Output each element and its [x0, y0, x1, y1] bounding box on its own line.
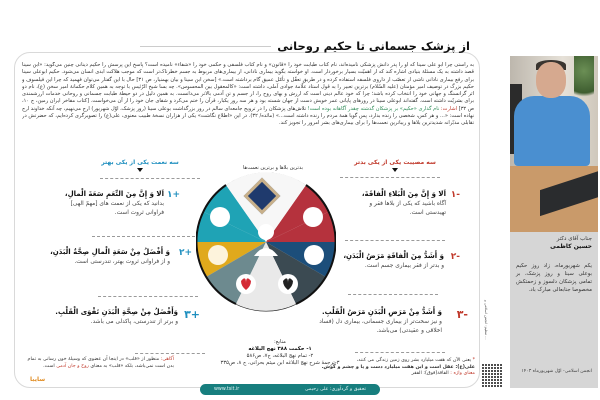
item-number: -۳: [456, 308, 468, 321]
brand-logo: سایبا: [30, 376, 46, 383]
title-row: [140, 38, 470, 54]
article-body: [22, 62, 474, 150]
doctor-photo: [510, 56, 598, 232]
congrats-message: یکم شهریورماه، زاد روز حکیم بوعلی سینا و روز پزشک، بر تمامی پزشکان دلسوز و زحمتکش مخصوصا جنابعالی مبارک باد.: [516, 263, 592, 293]
dashed-guide: [345, 240, 445, 241]
hadith-translation: بدانید که یکی از نعمت های [مهمّ الهی] فراوانی ثروت است.: [70, 201, 164, 216]
footnote-star: *: [472, 358, 475, 363]
article-more: چه بسا شیخ الرّئیس با توجه به همین کلام حکمانهٔ امیر سخن (ع)، نام دو اثر گرانسنگ و جهانی خود را انتخاب کرده باشد؛ چرا که خود عالم دینی است که ارزش و بهای روح را، از جسم و تن آدمی بالاتر می‌دانست. به همین دلیل در دو حیطهٔ طبابت جسمانی و روحانی خدمات ارزشمندی برای بشریّت داشته است. گفته‌اند ابوعلی سینا در روزهای پایانی عمر خویش دست از جهان شسته بود و هر سه روز یکبار، قرآن را ختم می‌کرد و شفای جان خود را از آن می‌خواست.: [22, 83, 474, 105]
article-mid: حال با این گفتار می‌توان فهمید که چرا این فیلسوف و حکیم بزرگ در توصیف امیر مؤمنان (علیه السّلام) برترین تعبیر را به قول استاد علّامهٔ جوادی آملی، داشته است: «کالمعقول بین المحسوس».: [22, 76, 474, 90]
dashed-guide: [92, 236, 200, 237]
article-ref: [کتاب مفاخر ایران زمین، ج ۱۰، ص ۳۲]: [22, 98, 474, 112]
source-item: ۲- تمام نهج البلاغه، ج۷، ص۵۸۶: [246, 353, 314, 359]
dashed-guide: [340, 177, 440, 178]
dashed-guide: [135, 353, 205, 354]
item-number: -۱: [450, 190, 460, 200]
doctor-name: حسین کاظمی: [550, 243, 592, 250]
doctor-icon: [258, 224, 274, 240]
footer-credit: تحقیق و گردآوری: علی رحیمی: [304, 387, 366, 392]
article-note-label: اشارت:: [440, 105, 458, 112]
dashed-guide: [348, 294, 438, 295]
calamities-heading-text: سه مصیبت یکی از یکی بدتر: [354, 159, 436, 166]
people-icon: [208, 245, 228, 265]
hadith-translation: و از فراوانی ثروت بهتر، تندرستی است.: [74, 259, 170, 265]
note-end: است.: [43, 363, 55, 369]
page-title: از پزشک جسمانی تا حکیم روحانی: [277, 39, 470, 53]
signature: انجمن اسلامی- اوّل شهریورماه ۱۴۰۳: [521, 369, 592, 374]
meaning-text: الفاقة(فوق): الفقر: [411, 371, 449, 377]
footer-credit-bar: [200, 384, 380, 395]
footer-website[interactable]: www.tsit.ir: [214, 387, 240, 392]
hadith-translation: و برتر از تندرستی، پاکدلی می باشد.: [90, 319, 178, 325]
arrow-down-icon: [137, 168, 143, 172]
article-intro: به راستی چرا ابو علی سینا که او را پدر دانش پزشکی نامیده‌اند، نام کتاب طبابت خود را «قانون» و نام کتاب فلسفی و حکمی خود را «شفاء» نامیده است؟ پاسخ این پرسش را حکیم دینانی چنین می‌گوید: «ابن سینا قصد داشته به یک مسئلهٔ بنیادی اشاره کند که از اهمیّت بسیار برخوردار است. او خواسته بگوید بیماری نادانی، از بیماری‌های مربوط به جسم خطرناک‌تر است که موجب هلاکت ابدی انسان می‌شود. حکیم ابوعلی سینا برای رفع بیماری نادانی ناشی از تعصّب از داروی فلسفه استفاده کرده و در طریق تعقّل و تأمّل عمیق گام برداشته است.» [سخن ابن سینا و بیان بهمنیار، ص ۳۱]: [22, 62, 474, 83]
hadith-arabic: وَ أَفْضَلُ مِنْ سَعَةِ الْمالِ صِحَّةُ الْبَدَنِ،: [50, 248, 170, 256]
calamity-item-1: [350, 190, 460, 218]
item-number: +۳: [184, 308, 200, 321]
salutation: جناب آقای دکتر: [556, 236, 592, 242]
item-number: -۲: [450, 252, 460, 262]
blessings-heading-text: سه نعمت یکی از یکی بهتر: [101, 159, 179, 166]
hadith-translation: و بدتر از فقر بیماری جسم است.: [364, 263, 444, 269]
blessing-item-3: [55, 308, 200, 327]
poverty-icon: [303, 207, 323, 227]
dashed-guide: [98, 296, 198, 297]
hadith-arabic: اَلا وَ إِنَّ مِنَ النِّعَمِ سَعَةَ الْمالِ،: [64, 190, 164, 198]
footnote-line: علی(ع): عقل است و این هفت میلیارد دست و پا و چشم و گوش.: [321, 364, 475, 370]
source-item: ۱- حکمت ۳۸۸ نهج البلاغه: [248, 346, 312, 352]
sources-label: منابع:: [274, 339, 286, 345]
footnote-line: یعنی الآن که هفت میلیارد بشر روی زمین زندگی می کنند،: [356, 358, 472, 363]
dashed-guide: [355, 352, 445, 353]
hadith-arabic: وَ أَشَدُّ مِنْ مَرَضِ الْبَدَنِ مَرَضُ الْقَلْبِ.: [321, 308, 442, 316]
vertical-caption: تنظیم: انجمن اسلامی و ...: [484, 300, 488, 340]
article-end: تلاش‌های پزشکان را در ترویج جامعه‌ای سالم در روز بزرگداشت بوعلی سینا (روز پزشک، اوّل شهریور) ارج می‌نهیم، چه آنکه خداوند ارج نهاده است: «... و هر کس، شخصی را زنده بدارد، پس گویا همهٔ مردم را زنده داشته است...» (مائده/ ۳۲). در این «اطلاع نگاشت» یکی از هزاران نسخهٔ طبیب معنوی، علی(ع) را تصویرگری کرده‌ایم، که حضرتش در تقابلی مدبّرانه شدیدترین بلاها و زیباترین نعمت‌ها را برای بیماری‌های بشر امروز را تجویز کند.: [22, 105, 474, 127]
hadith-arabic: اَلا وَ إِنَّ مِنَ الْبَلاءِ الْفاقَةَ،: [361, 190, 446, 198]
hadith-arabic: وَ أَشَدُّ مِنَ الْفاقَةِ مَرَضُ الْبَدَنِ،: [343, 252, 444, 260]
calamities-heading: [350, 159, 440, 172]
title-divider: [140, 46, 271, 47]
qr-code[interactable]: [481, 363, 503, 387]
awareness-note: [24, 357, 174, 370]
arrow-down-icon: [392, 168, 398, 172]
hadith-arabic: وَأَفْضَلُ مِنْ صِحَّةِ الْبَدَنِ تَقْوَى الْقَلْبِ.: [55, 308, 178, 316]
article-note-text: نام گذاری «حکیم» بر پزشکان گذشته چقدر آگاهانه بوده است!: [307, 105, 440, 112]
blessing-item-1: [60, 190, 180, 218]
hadith-translation: و نیز سخت‌تر از بیماری جسمانی، بیماری دل (فساد اخلاقی و عقیدتی) می‌باشد.: [319, 319, 442, 334]
note-highlight: روح و جان آدمی: [56, 363, 89, 369]
calamity-item-3: [308, 308, 468, 336]
hospital-bed-icon: [304, 245, 324, 265]
item-number: +۱: [166, 190, 180, 200]
meaning-label: معنای واژه :: [450, 371, 475, 377]
note-text: منظور از «قلب» در اینجا آن عضوی که وسیلهٔ خون رسانی به تمام بدن است نمی‌باشد، بلکه «قلب» به معنای: [27, 357, 174, 369]
blessing-item-2: [52, 248, 192, 267]
wheel-caption: بدترین بلاها و برترین نعمت‌ها: [243, 165, 303, 171]
source-item: ۳-ترجمهٔ شرح نهج البلاغه ابن میثم بحرانی، ج ۸، ص۳۳۵: [220, 360, 340, 366]
item-number: +۲: [178, 248, 192, 258]
calamity-item-2: [340, 252, 460, 271]
hadith-translation: آگاه باشید که یکی از بلاها فقر و تهیدستی است.: [369, 201, 446, 216]
footnote: [315, 358, 475, 378]
blessings-heading: [100, 159, 180, 172]
note-label: آگاهی:: [160, 357, 174, 362]
congrats-panel: [510, 232, 598, 388]
money-bag-icon: [210, 207, 230, 227]
dashed-guide: [100, 178, 200, 179]
